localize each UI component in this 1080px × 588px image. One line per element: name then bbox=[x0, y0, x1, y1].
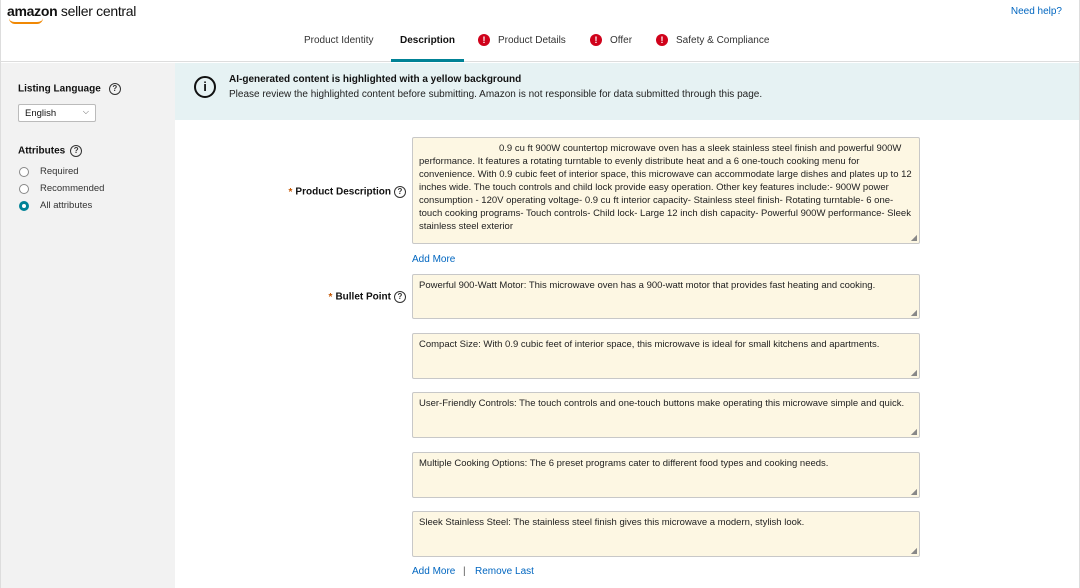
radio-required[interactable] bbox=[19, 166, 79, 177]
info-icon: i bbox=[194, 76, 216, 98]
radio-button-checked[interactable] bbox=[19, 201, 29, 211]
bullet-point-textarea[interactable] bbox=[412, 274, 920, 319]
required-asterisk: * bbox=[328, 291, 333, 303]
bullet-point-textarea[interactable] bbox=[412, 511, 920, 557]
resize-handle-icon[interactable]: ◢ bbox=[910, 427, 917, 436]
warning-icon: ! bbox=[590, 34, 602, 46]
tab-offer[interactable] bbox=[590, 35, 632, 62]
help-icon[interactable]: ? bbox=[70, 145, 82, 157]
bullet-point-textarea[interactable] bbox=[412, 392, 920, 438]
tab-bar bbox=[1, 28, 1079, 62]
listing-language-label: Listing Language ? bbox=[18, 83, 121, 95]
product-description-textarea[interactable] bbox=[412, 137, 920, 244]
bullet-point-textarea[interactable] bbox=[412, 452, 920, 498]
bullet-point-value: Compact Size: With 0.9 cubic feet of interior space, this microwave is ideal for small kitchens and apartments. bbox=[419, 339, 880, 350]
tab-product-identity[interactable] bbox=[304, 35, 373, 62]
radio-button[interactable] bbox=[19, 167, 29, 177]
warning-icon: ! bbox=[478, 34, 490, 46]
tab-safety-compliance[interactable] bbox=[656, 35, 769, 62]
resize-handle-icon[interactable]: ◢ bbox=[910, 308, 917, 317]
resize-handle-icon[interactable]: ◢ bbox=[910, 368, 917, 377]
tab-label: Product Details bbox=[498, 35, 566, 46]
need-help-link[interactable]: Need help? bbox=[1010, 6, 1062, 17]
radio-button[interactable] bbox=[19, 184, 29, 194]
tab-label: Safety & Compliance bbox=[676, 35, 770, 46]
remove-last-bullet-link[interactable]: Remove Last bbox=[475, 566, 534, 577]
logo-brand: amazon bbox=[7, 3, 58, 19]
link-separator: | bbox=[463, 566, 466, 577]
radio-label: All attributes bbox=[40, 200, 93, 211]
required-asterisk: * bbox=[288, 186, 293, 198]
bullet-point-textarea[interactable] bbox=[412, 333, 920, 379]
banner-text: Please review the highlighted content before submitting. Amazon is not responsible for data submitted through this page. bbox=[229, 89, 763, 100]
resize-handle-icon[interactable]: ◢ bbox=[910, 546, 917, 555]
resize-handle-icon[interactable]: ◢ bbox=[910, 487, 917, 496]
product-description-label: * Product Description ? bbox=[281, 186, 406, 198]
bullet-point-value: User-Friendly Controls: The touch controls and one-touch buttons make operating this microwave simple and quick. bbox=[419, 398, 905, 409]
tab-product-details[interactable] bbox=[478, 35, 566, 62]
product-description-value: 0.9 cu ft 900W countertop microwave oven has a sleek stainless steel finish and powerful 900W performance. It features a rotating turntable to evenly distribute heat and a 6 one-touch cooking menu for convenience. With 0.9 cubic feet of interior space, this microwave can accommodate large dishes and plates up to 12 inches wide. The touch controls and child lock provide easy operation. Other key features include:- 900W power consumption - 120V operating voltage- 0.9 cu ft interior capacity- Stainless steel finish- Rotating turntable- 6 one-touch cooking programs- Touch controls- Child lock- Large 12 inch dish capacity- Powerful 900W performance- Sleek stainless steel exterior bbox=[419, 143, 912, 232]
tab-label: Offer bbox=[610, 35, 633, 46]
amazon-smile-icon bbox=[9, 18, 43, 24]
warning-icon: ! bbox=[656, 34, 668, 46]
resize-handle-icon[interactable]: ◢ bbox=[910, 233, 917, 242]
tab-description[interactable] bbox=[391, 35, 464, 62]
sidebar bbox=[1, 63, 175, 588]
tab-label: Description bbox=[400, 35, 456, 46]
radio-label: Required bbox=[40, 166, 79, 177]
help-icon[interactable]: ? bbox=[394, 186, 406, 198]
add-more-bullet-link[interactable]: Add More bbox=[412, 566, 456, 577]
bullet-point-value: Sleek Stainless Steel: The stainless steel finish gives this microwave a modern, stylish look. bbox=[419, 517, 805, 528]
attributes-label: Attributes ? bbox=[18, 145, 82, 157]
tab-label: Product Identity bbox=[304, 35, 374, 46]
bullet-point-label: * Bullet Point ? bbox=[301, 291, 406, 303]
chevron-down-icon: ⌵ bbox=[82, 107, 89, 116]
language-select-value: English bbox=[25, 108, 57, 119]
help-icon[interactable]: ? bbox=[109, 83, 121, 95]
help-icon[interactable]: ? bbox=[394, 291, 406, 303]
amazon-seller-central-logo[interactable] bbox=[7, 3, 136, 19]
bullet-point-value: Powerful 900-Watt Motor: This microwave oven has a 900-watt motor that provides fast heating and cooking. bbox=[419, 280, 876, 291]
radio-all-attributes[interactable] bbox=[19, 200, 92, 211]
radio-label: Recommended bbox=[40, 183, 105, 194]
ai-content-banner bbox=[175, 63, 1079, 120]
logo-product: seller central bbox=[57, 3, 137, 19]
radio-recommended[interactable] bbox=[19, 183, 104, 194]
bullet-point-value: Multiple Cooking Options: The 6 preset programs cater to different food types and cooking needs. bbox=[419, 458, 829, 469]
language-select[interactable] bbox=[18, 104, 96, 122]
add-more-description-link[interactable]: Add More bbox=[412, 254, 456, 265]
banner-title: AI-generated content is highlighted with a yellow background bbox=[229, 74, 522, 85]
